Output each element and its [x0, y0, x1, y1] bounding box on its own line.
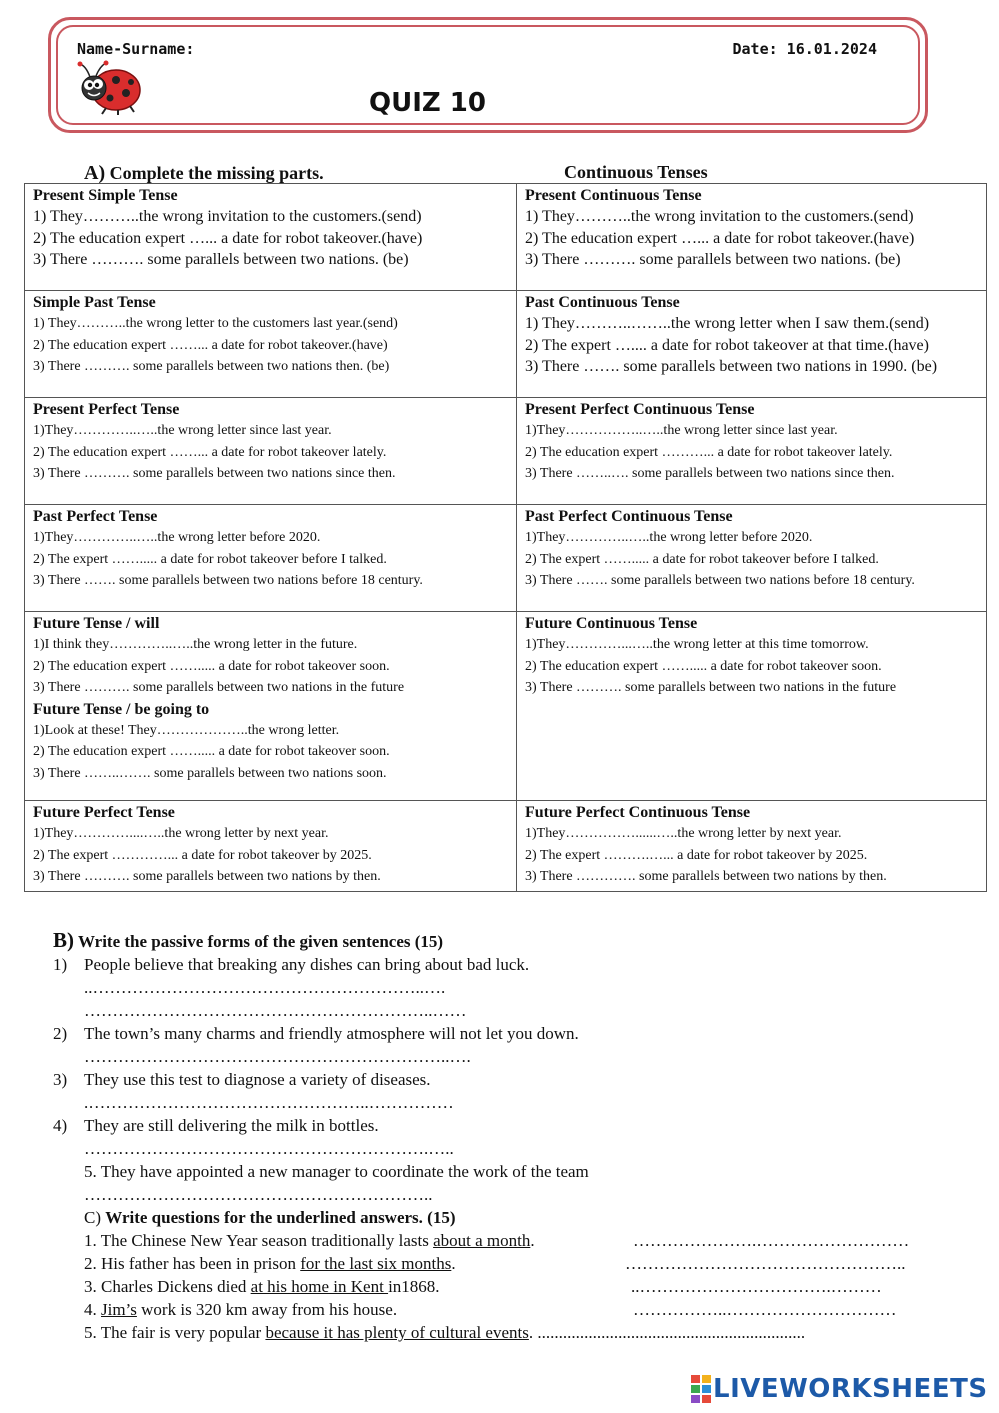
- exercise-line: 2) The education expert ……... a date for robot takeover lately.: [33, 444, 387, 460]
- underlined-answer: because it has plenty of cultural events: [265, 1323, 529, 1342]
- liveworksheets-logo: [691, 1372, 988, 1406]
- tense-cell: [517, 398, 987, 505]
- exercise-line: 2) The education expert ……..... a date for robot takeover soon.: [33, 658, 390, 674]
- underlined-answer: Jim’s: [101, 1300, 137, 1319]
- exercise-line: 2) The education expert ……..... a date for robot takeover soon.: [33, 744, 390, 760]
- tense-name: Simple Past Tense: [33, 294, 156, 311]
- answer-line[interactable]: ………………………………………………………..….: [84, 1047, 471, 1066]
- tense-name: Present Perfect Tense: [33, 401, 180, 418]
- exercise-line: 1)They……………......…..the wrong letter by next year.: [525, 826, 842, 842]
- exercise-line: 2) The education expert ……... a date for robot takeover.(have): [33, 337, 388, 353]
- underlined-answer: at his home in Kent: [250, 1277, 389, 1296]
- exercise-line: 1)They……………..…..the wrong letter since last year.: [525, 423, 838, 439]
- tense-name: Past Perfect Continuous Tense: [525, 508, 733, 525]
- tense-name: Future Tense / will: [33, 615, 160, 632]
- tense-cell: [25, 184, 517, 291]
- table-row: [25, 291, 987, 398]
- item-text: They are still delivering the milk in bottles.: [84, 1116, 379, 1135]
- tense-cell: [517, 505, 987, 612]
- exercise-line: 2) The expert ….... a date for robot takeover at that time.(have): [525, 336, 929, 354]
- date-label: Date: 16.01.2024: [732, 40, 877, 58]
- section-a-title: [84, 162, 324, 185]
- item-number: 4): [53, 1116, 68, 1135]
- exercise-line: 1)Look at these! They………………..the wrong letter.: [33, 723, 340, 739]
- exercise-line: 2) The expert …………... a date for robot takeover by 2025.: [33, 847, 372, 863]
- exercise-line: 3) There ……..……. some parallels between two nations soon.: [33, 765, 387, 781]
- underlined-answer: about a month: [433, 1231, 531, 1250]
- exercise-line: 1)They…………..…..the wrong letter since last year.: [33, 423, 332, 439]
- answer-line[interactable]: ..…………………………….………: [631, 1277, 882, 1296]
- exercise-line: 1)They…………....…..the wrong letter by next year.: [33, 826, 329, 842]
- section-b-title: [53, 929, 973, 953]
- item-text: 5. They have appointed a new manager to coordinate the work of the team: [84, 1162, 589, 1181]
- answer-line[interactable]: ...............................................................: [537, 1323, 806, 1342]
- item-number: 3): [53, 1070, 68, 1089]
- tense-cell: [25, 801, 517, 892]
- answer-line[interactable]: …………………………………………………….…..: [84, 1139, 454, 1158]
- section-a-letter: A): [84, 162, 106, 184]
- logo-icon: [691, 1375, 713, 1403]
- tense-name: Present Perfect Continuous Tense: [525, 401, 755, 418]
- quiz-title: QUIZ 10: [369, 88, 486, 118]
- tense-cell: [25, 398, 517, 505]
- exercise-line: 2) The expert ……..... a date for robot takeover before I talked.: [33, 551, 387, 567]
- tense-name: Future Perfect Continuous Tense: [525, 804, 751, 821]
- exercise-line: 1) They………..the wrong invitation to the customers.(send): [525, 208, 914, 226]
- ladybug-icon: [76, 60, 144, 116]
- section-b-letter: B): [53, 928, 74, 952]
- table-row: [25, 612, 987, 801]
- exercise-line: 2) The education expert …... a date for robot takeover.(have): [525, 229, 915, 247]
- answer-line[interactable]: ……………………………………………………..: [84, 1185, 433, 1204]
- exercise-line: 3) There …………. some parallels between two nations by then.: [525, 869, 887, 885]
- question-text: 2. His father has been in prison: [84, 1254, 301, 1273]
- answer-line[interactable]: ………………….………………………: [633, 1231, 910, 1250]
- exercise-line: 2) The expert ……..... a date for robot takeover before I talked.: [525, 551, 879, 567]
- exercise-line: 2) The education expert ………... a date for robot takeover lately.: [525, 444, 893, 460]
- exercise-line: 3) There ……..…. some parallels between two nations since then.: [525, 466, 895, 482]
- question-text: .: [530, 1231, 535, 1250]
- tense-cell: [25, 505, 517, 612]
- question-text: in1868.: [388, 1277, 440, 1296]
- exercise-line: 1)They…………...…..the wrong letter at this time tomorrow.: [525, 637, 869, 653]
- section-c-title: [53, 1206, 973, 1229]
- underlined-answer: for the last six months: [300, 1254, 452, 1273]
- tense-cell: [25, 612, 517, 801]
- exercise-line: 3) There ……. some parallels between two nations before 18 century.: [525, 573, 915, 589]
- tense-name: Present Continuous Tense: [525, 187, 702, 204]
- exercise-line: 2) The education expert …... a date for robot takeover.(have): [33, 229, 423, 247]
- brand-text: LIVEWORKSHEETS: [713, 1374, 988, 1404]
- exercise-line: 1)I think they…………..…..the wrong letter in the future.: [33, 637, 358, 653]
- exercise-line: 1)They…………..…..the wrong letter before 2020.: [33, 530, 321, 546]
- exercise-line: 3) There ………. some parallels between two nations then. (be): [33, 359, 390, 375]
- list-item: [53, 1114, 973, 1137]
- item-text: They use this test to diagnose a variety of diseases.: [84, 1070, 431, 1089]
- list-item: [53, 1068, 973, 1091]
- exercise-line: 3) There ………. some parallels between two nations since then.: [33, 466, 396, 482]
- section-b-heading: Write the passive forms of the given sentences (15): [77, 932, 444, 951]
- section-a-heading: Complete the missing parts.: [109, 163, 324, 183]
- exercise-line: 3) There ……. some parallels between two nations in 1990. (be): [525, 358, 938, 376]
- tense-name: Future Continuous Tense: [525, 615, 698, 632]
- exercise-line: 2) The expert ……….…... a date for robot takeover by 2025.: [525, 847, 868, 863]
- section-a-subtitle: Continuous Tenses: [564, 162, 708, 182]
- table-row: [25, 398, 987, 505]
- list-item: [53, 1229, 973, 1252]
- question-text: 4.: [84, 1300, 101, 1319]
- tense-cell: [517, 291, 987, 398]
- list-item: [53, 1275, 973, 1298]
- exercise-line: 3) There ………. some parallels between two nations in the future: [525, 680, 897, 696]
- exercise-line: 3) There ……. some parallels between two nations before 18 century.: [33, 573, 423, 589]
- tense-name: Past Continuous Tense: [525, 294, 680, 311]
- question-text: 1. The Chinese New Year season traditionally lasts: [84, 1231, 434, 1250]
- tense-name: Present Simple Tense: [33, 187, 178, 204]
- question-text: 3. Charles Dickens died: [84, 1277, 251, 1296]
- list-item: [53, 1298, 973, 1321]
- question-text: 5. The fair is very popular: [84, 1323, 266, 1342]
- tense-cell: [517, 184, 987, 291]
- list-item: [53, 1252, 973, 1275]
- tense-name: Past Perfect Tense: [33, 508, 158, 525]
- answer-line[interactable]: ……………..…………………………: [633, 1300, 897, 1319]
- answer-line[interactable]: .…………………………………………..……………: [84, 1093, 454, 1112]
- tense-cell: [517, 612, 987, 801]
- list-item: [53, 953, 973, 976]
- item-number: 2): [53, 1024, 68, 1043]
- list-item: [53, 1321, 973, 1344]
- header-box: [48, 17, 928, 133]
- exercise-line: 3) There ………. some parallels between two nations. (be): [33, 251, 409, 269]
- section-c-letter: C): [84, 1208, 101, 1227]
- answer-line[interactable]: ……………………………………………………..……: [84, 1001, 467, 1020]
- exercise-line: 3) There ………. some parallels between two nations in the future: [33, 680, 405, 696]
- exercise-line: 1) They………..the wrong letter to the customers last year.(send): [33, 316, 398, 332]
- exercise-line: 1) They………..……..the wrong letter when I saw them.(send): [525, 315, 930, 333]
- table-row: [25, 505, 987, 612]
- table-row: [25, 184, 987, 291]
- answer-line[interactable]: …………………………………………..: [625, 1254, 906, 1273]
- item-text: People believe that breaking any dishes can bring about bad luck.: [84, 955, 530, 974]
- tenses-table: [24, 183, 987, 892]
- question-text: .: [528, 1323, 538, 1342]
- tense-cell: [25, 291, 517, 398]
- tense-name: Future Tense / be going to: [33, 700, 210, 718]
- name-surname-label: Name-Surname:: [77, 40, 195, 58]
- section-c-heading: Write questions for the underlined answers. (15): [105, 1208, 456, 1227]
- answer-line[interactable]: ..…………………………………………………..….: [84, 978, 446, 997]
- table-row: [25, 801, 987, 892]
- question-text: work is 320 km away from his house.: [136, 1300, 398, 1319]
- tense-name: Future Perfect Tense: [33, 804, 175, 821]
- exercise-line: 3) There ………. some parallels between two nations by then.: [33, 869, 381, 885]
- exercise-line: 1) They………..the wrong invitation to the customers.(send): [33, 208, 422, 226]
- item-text: The town’s many charms and friendly atmosphere will not let you down.: [84, 1024, 579, 1043]
- item-number: 1): [53, 955, 68, 974]
- exercise-line: 2) The education expert ……..... a date for robot takeover soon.: [525, 658, 882, 674]
- tense-cell: [517, 801, 987, 892]
- section-b: [53, 929, 973, 1344]
- question-text: .: [451, 1254, 456, 1273]
- list-item: [53, 1022, 973, 1045]
- exercise-line: 3) There ………. some parallels between two nations. (be): [525, 251, 901, 269]
- exercise-line: 1)They…………..…..the wrong letter before 2020.: [525, 530, 813, 546]
